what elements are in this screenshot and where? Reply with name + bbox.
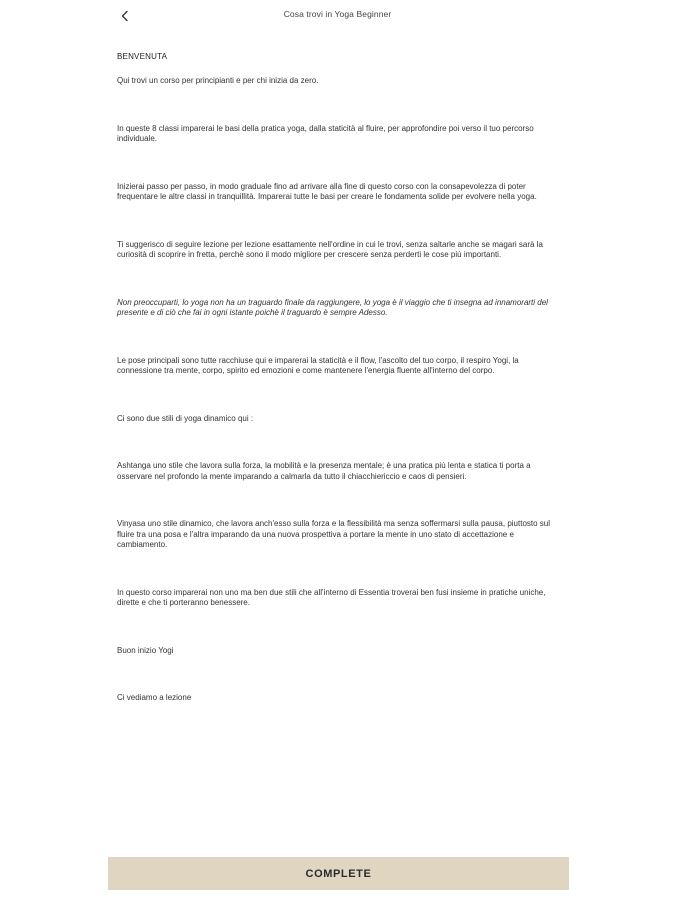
page-title: Cosa trovi in Yoga Beginner [283,9,392,19]
paragraph: Buon inizio Yogi [117,645,174,655]
paragraph: Ci vediamo a lezione [117,693,192,702]
paragraph: In queste 8 classi imparerai le basi della pratica yoga, dalla staticità al fluire, per approfondire poi verso il tuo percorso individuale. [117,123,534,143]
lesson-description [117,52,561,704]
paragraph: Ashtanga uno stile che lavora sulla forza, la mobilità e la presenza mentale; è una pratica più lenta e statica ti porta a osservare nel profondo la mente imparando a calmarla da tutto il chiacchiericcio e caos di pensieri. [117,461,531,481]
paragraph: Le pose principali sono tutte racchiuse qui e imparerai la staticità e il flow, l'ascolto del tuo corpo, il respiro Yogi, la connessione tra mente, corpo, spirito ed emozioni e come mantenere l'energia fluente all'interno del corpo. [117,355,519,375]
paragraph: Vinyasa uno stile dinamico, che lavora anch'esso sulla forza e la flessibilità ma senza soffermarsi sulla pausa, piuttosto sul fluire tra una posa e l'altra imparando da una nuova prospettiva a portare la mente in uno stato di accettazione e cambiamento. [117,519,551,549]
paragraph: Ci sono due stili di yoga dinamico qui : [117,413,254,423]
complete-button[interactable] [108,857,569,890]
complete-button-label: COMPLETE [305,867,372,880]
paragraph: Inizierai passo per passo, in modo graduale fino ad arrivare alla fine di questo corso con la consapevolezza di poter frequentare le altre classi in tranquillità. Imparerai tutte le basi per creare le fondamenta solide per evolvere nella yoga. [117,181,537,201]
section-title: BENVENUTA [117,52,168,61]
top-bar [0,0,675,32]
paragraph: Non preoccuparti, lo yoga non ha un traguardo finale da raggiungere, lo yoga è il viaggio che ti insegna ad innamorarti del presente e di ciò che fai in ogni istante poichè il traguardo è sempre Adesso. [117,297,548,317]
paragraph: In questo corso imparerai non uno ma ben due stili che all'interno di Essentia troverai ben fusi insieme in pratiche uniche, dirette e che ti porteranno benessere. [117,587,546,607]
paragraph: Ti suggerisco di seguire lezione per lezione esattamente nell'ordine in cui le trovi, senza saltarle anche se magari sarà la curiosità di scoprire in fretta, perchè sono il modo migliore per crescere senza perderti le cose più importanti. [117,239,543,259]
paragraph: Qui trovi un corso per principianti e per chi inizia da zero. [117,76,319,85]
